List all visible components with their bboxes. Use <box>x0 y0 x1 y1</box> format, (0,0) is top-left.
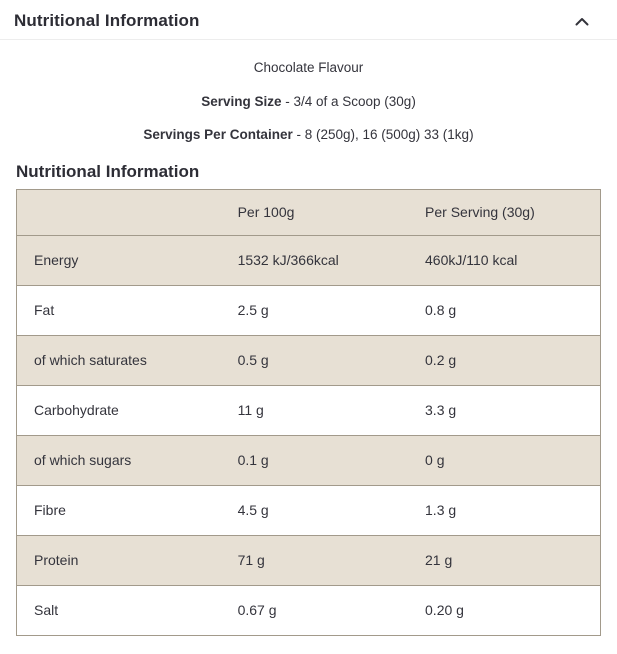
row-per-100g: 1532 kJ/366kcal <box>237 252 339 268</box>
row-per-serving: 0.20 g <box>425 602 464 618</box>
servings-per-container-value: - 8 (250g), 16 (500g) 33 (1kg) <box>292 127 474 142</box>
flavour-line: Chocolate Flavour <box>253 60 364 75</box>
row-per-100g: 2.5 g <box>237 302 269 318</box>
serving-size-line <box>0 95 617 109</box>
row-label: of which saturates <box>34 352 147 368</box>
table-row <box>17 235 601 285</box>
table-row <box>17 485 601 535</box>
nutrition-table <box>16 189 601 636</box>
servings-per-container-label: Servings Per Container <box>143 127 293 142</box>
header-per-serving: Per Serving (30g) <box>425 204 535 220</box>
row-per-100g: 71 g <box>237 552 265 568</box>
servings-per-container-line <box>0 128 617 142</box>
row-label: of which sugars <box>34 452 132 468</box>
row-per-100g: 4.5 g <box>237 502 269 518</box>
row-per-serving: 460kJ/110 kcal <box>425 252 518 268</box>
accordion-title: Nutritional Information <box>14 11 200 30</box>
table-row <box>17 535 601 585</box>
header-per-100g: Per 100g <box>237 204 295 220</box>
row-per-100g: 0.67 g <box>237 602 277 618</box>
row-label: Protein <box>34 552 79 568</box>
table-row <box>17 385 601 435</box>
row-label: Energy <box>34 252 79 268</box>
row-label: Fat <box>34 302 55 318</box>
row-per-serving: 1.3 g <box>425 502 457 518</box>
nutritional-information-accordion-header[interactable] <box>0 0 617 40</box>
row-label: Carbohydrate <box>34 402 119 418</box>
table-row <box>17 585 601 635</box>
row-per-serving: 0 g <box>425 452 445 468</box>
table-header-row <box>17 189 601 235</box>
row-per-serving: 0.8 g <box>425 302 457 318</box>
row-per-serving: 3.3 g <box>425 402 457 418</box>
row-per-100g: 0.1 g <box>237 452 269 468</box>
serving-size-value: - 3/4 of a Scoop (30g) <box>281 93 416 109</box>
header-blank-cell <box>17 189 238 235</box>
row-label: Salt <box>34 602 59 618</box>
row-per-serving: 21 g <box>425 552 453 568</box>
row-per-100g: 0.5 g <box>237 352 269 368</box>
row-label: Fibre <box>34 502 66 518</box>
table-row <box>17 435 601 485</box>
nutrition-table-title: Nutritional Information <box>16 161 200 181</box>
row-per-100g: 11 g <box>237 402 264 418</box>
table-row <box>17 335 601 385</box>
row-per-serving: 0.2 g <box>425 352 457 368</box>
serving-size-label: Serving Size <box>201 93 282 109</box>
table-row <box>17 285 601 335</box>
product-serving-info <box>0 40 617 142</box>
chevron-up-icon[interactable] <box>575 17 589 26</box>
